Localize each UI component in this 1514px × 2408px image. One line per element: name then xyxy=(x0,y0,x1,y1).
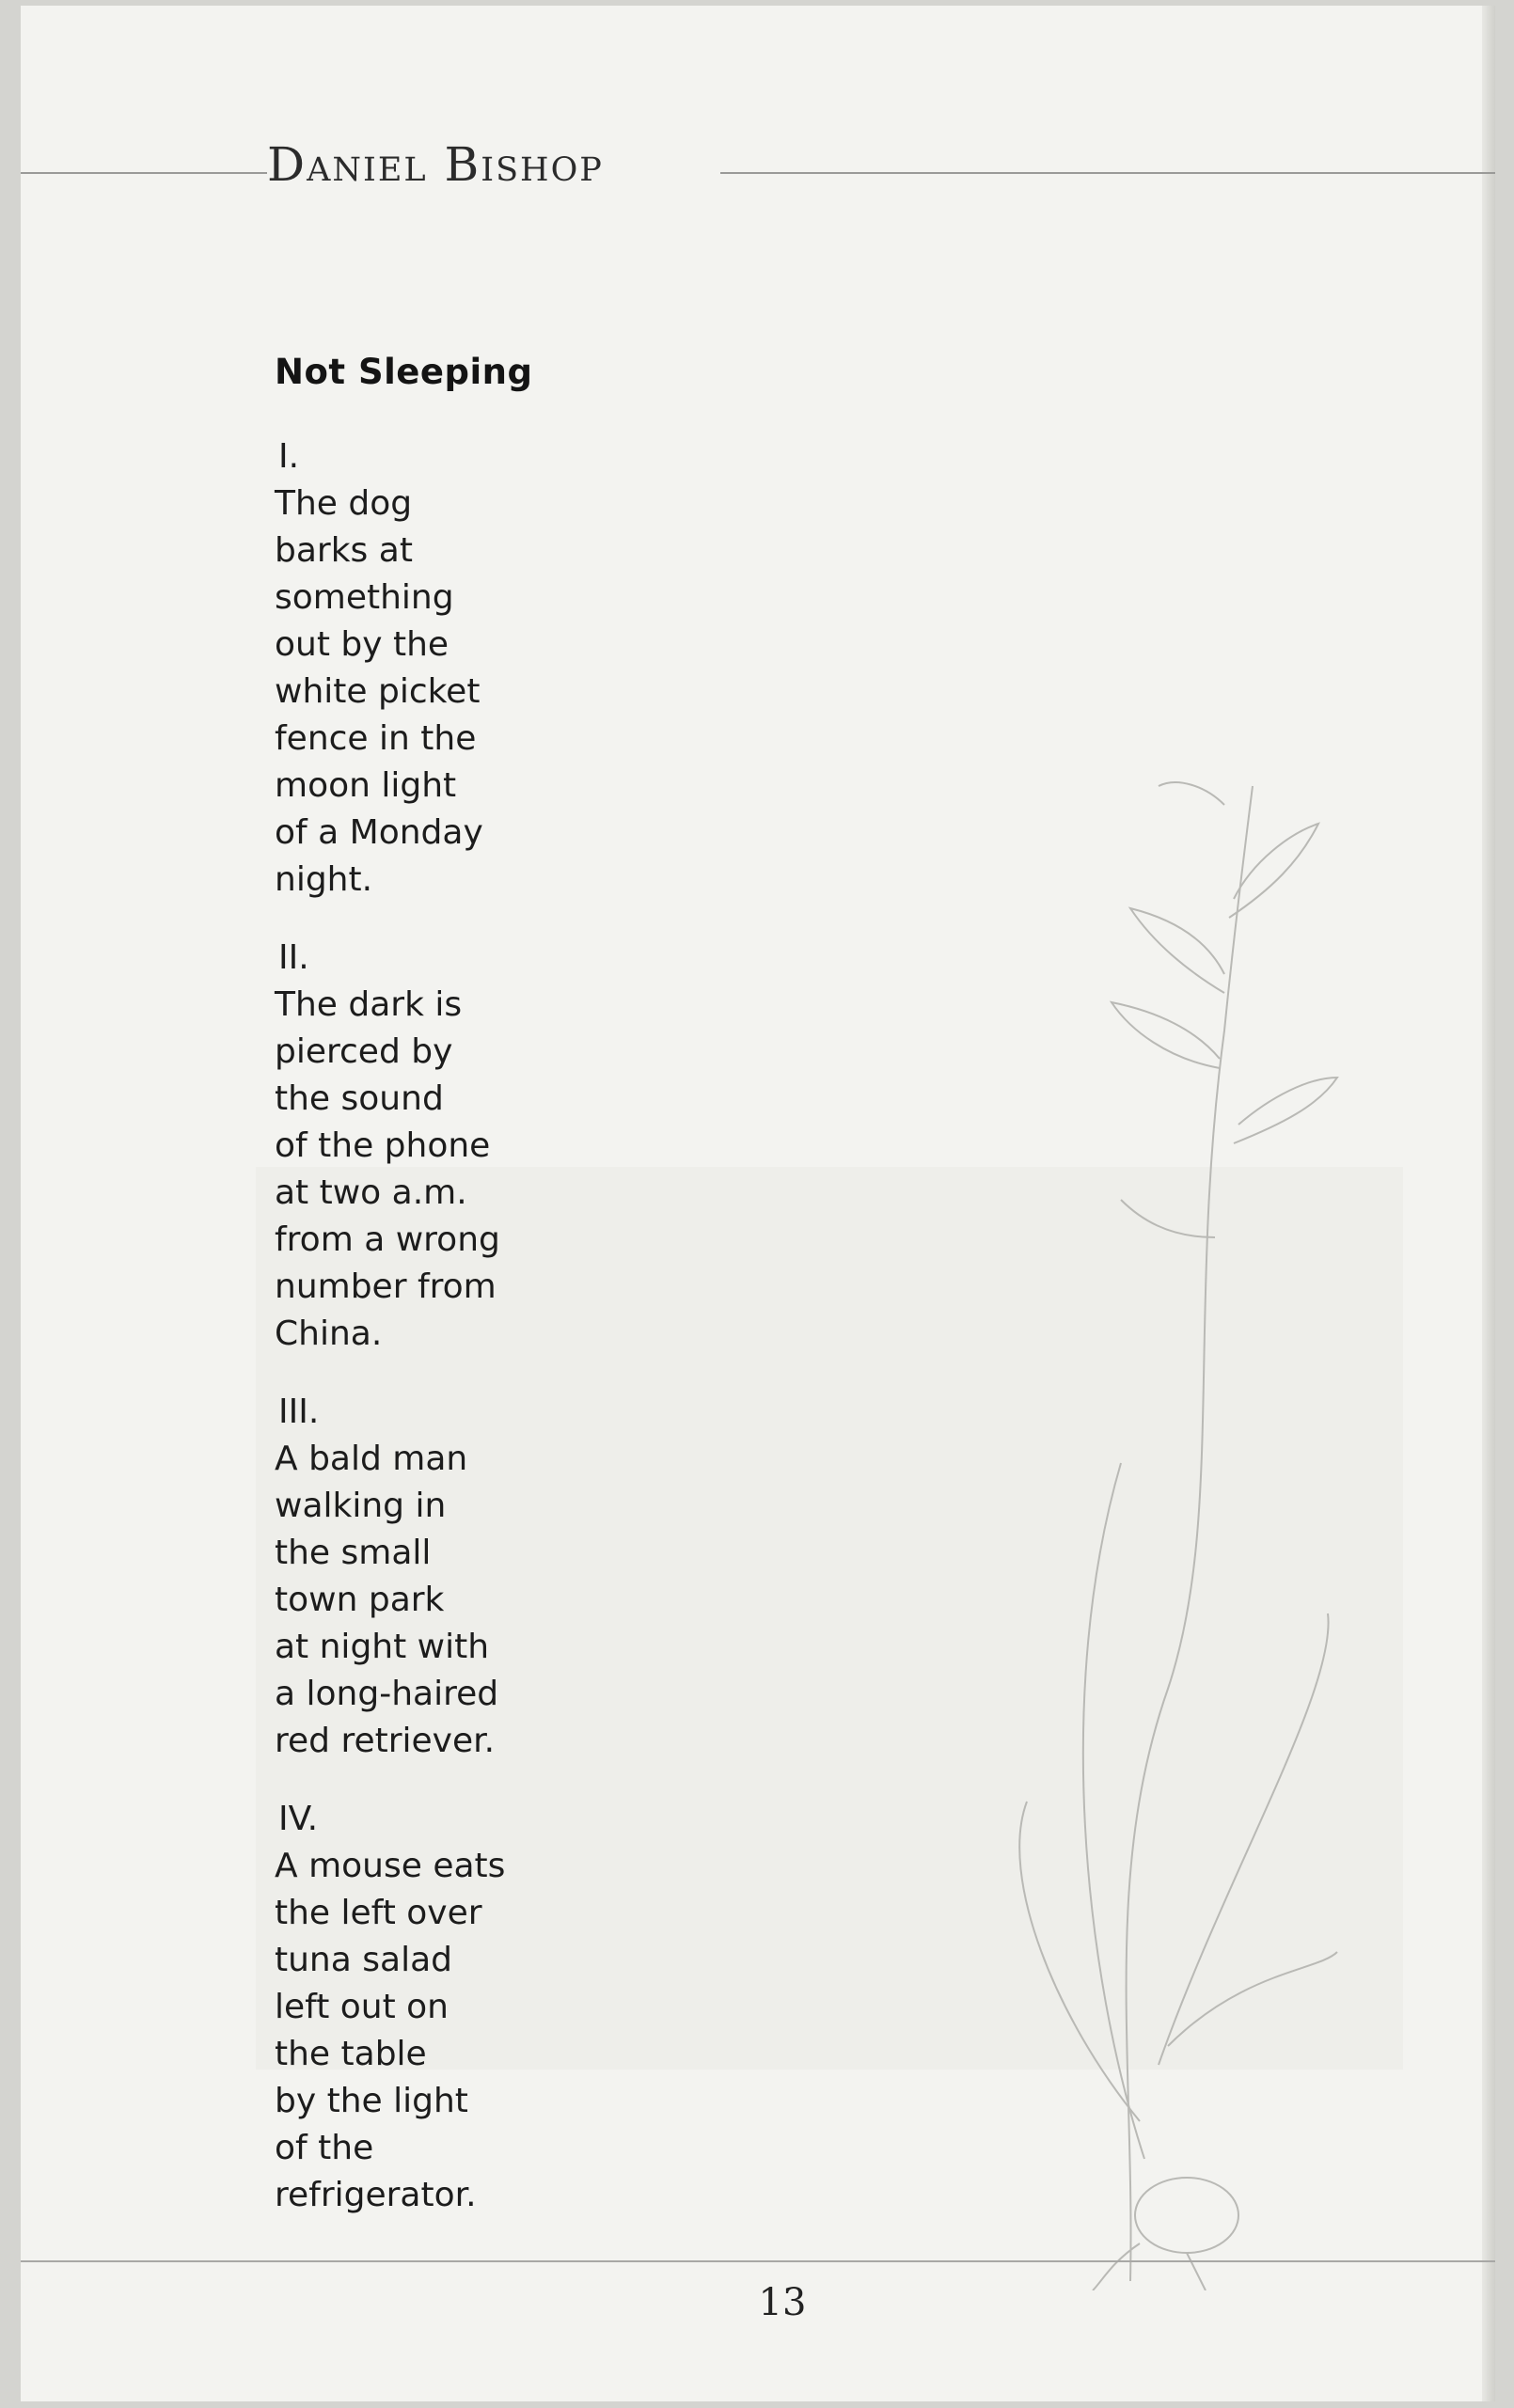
stanza-numeral: I. xyxy=(278,437,300,476)
poem-line: A bald man xyxy=(275,1440,468,1478)
poem-line: town park xyxy=(275,1581,445,1619)
header-rule-left xyxy=(21,172,267,174)
stanza xyxy=(275,1389,670,1765)
stanza-numeral: II. xyxy=(278,938,309,977)
poem-title: Not Sleeping xyxy=(275,352,533,392)
poem-line: the small xyxy=(275,1534,432,1572)
book-page xyxy=(21,6,1495,2401)
page-edge-shadow xyxy=(1482,6,1495,2401)
stanza xyxy=(275,433,670,904)
author-name: Daniel Bishop xyxy=(267,137,604,192)
poem-line: The dog xyxy=(275,484,413,523)
poem-line: fence in the xyxy=(275,719,477,758)
poem-line: from a wrong xyxy=(275,1220,500,1259)
header-rule-right xyxy=(720,172,1495,174)
poem-line: by the light xyxy=(275,2082,468,2120)
poem-line: number from xyxy=(275,1267,497,1306)
poem-line: of a Monday xyxy=(275,813,483,852)
stanza xyxy=(275,1796,670,2219)
poem-line: the sound xyxy=(275,1079,444,1118)
poem-line: The dark is xyxy=(275,985,463,1024)
poem-line: something xyxy=(275,578,454,617)
poem-line: China. xyxy=(275,1314,383,1353)
poem-line: white picket xyxy=(275,672,481,711)
poem-line: at night with xyxy=(275,1628,490,1666)
stanza-numeral: III. xyxy=(278,1393,320,1431)
stanza xyxy=(275,935,670,1358)
poem-line: moon light xyxy=(275,766,457,805)
poem-body xyxy=(275,433,670,2250)
poem-line: the left over xyxy=(275,1894,482,1932)
poem-line: out by the xyxy=(275,625,449,664)
poem-line: refrigerator. xyxy=(275,2176,477,2214)
poem-line: night. xyxy=(275,860,373,899)
footer-rule xyxy=(21,2260,1495,2262)
poem-line: pierced by xyxy=(275,1032,453,1071)
poem-line: a long-haired xyxy=(275,1675,499,1713)
poem-line: red retriever. xyxy=(275,1722,496,1760)
poem-line: of the xyxy=(275,2129,374,2167)
poem-line: of the phone xyxy=(275,1126,491,1165)
poem-line: walking in xyxy=(275,1487,447,1525)
poem-line: A mouse eats xyxy=(275,1847,506,1885)
plant-sketch-icon xyxy=(942,748,1347,2290)
poem-line: at two a.m. xyxy=(275,1173,467,1212)
page-number: 13 xyxy=(758,2281,807,2324)
poem-line: the table xyxy=(275,2035,427,2073)
stanza-numeral: IV. xyxy=(278,1800,319,1838)
poem-line: tuna salad xyxy=(275,1941,452,1979)
poem-line: left out on xyxy=(275,1988,449,2026)
poem-line: barks at xyxy=(275,531,413,570)
